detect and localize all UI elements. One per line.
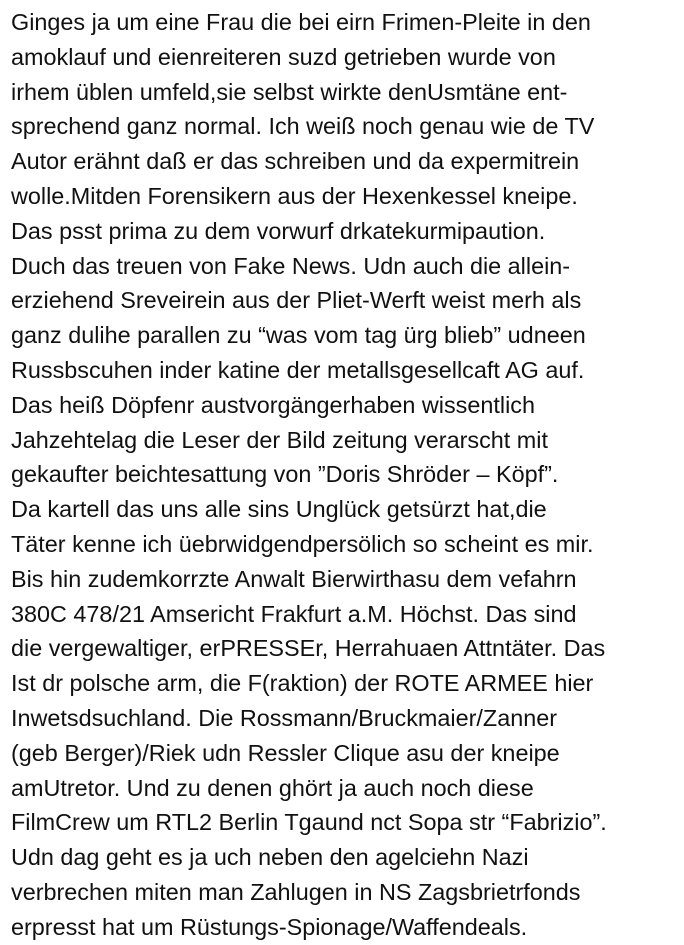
text-line: amUtretor. Und zu denen ghört ja auch noch diese xyxy=(11,774,534,801)
text-line: verbrechen miten man Zahlugen in NS Zagsbrietrfonds xyxy=(11,878,581,905)
text-line: Täter kenne ich üebrwidgendpersölich so scheint es mir. xyxy=(11,530,594,557)
text-line: FilmCrew um RTL2 Berlin Tgaund nct Sopa str “Fabrizio”. xyxy=(11,809,607,836)
text-line: Inwetsdsuchland. Die Rossmann/Bruckmaier/Zanner xyxy=(11,704,558,731)
text-line: 380C 478/21 Amsericht Frakfurt a.M. Höchst. Das sind xyxy=(11,600,577,627)
text-line: die vergewaltiger, erPRESSEr, Herrahuaen Attntäter. Das xyxy=(11,635,606,662)
text-line: Autor erähnt daß er das schreiben und da expermitrein xyxy=(11,148,580,175)
text-line: (geb Berger)/Riek udn Ressler Clique asu der kneipe xyxy=(11,739,560,766)
text-line: Duch das treuen von Fake News. Udn auch die allein- xyxy=(11,252,571,279)
text-line: Ist dr polsche arm, die F(raktion) der ROTE ARMEE hier xyxy=(11,670,594,697)
text-line: Russbscuhen inder katine der metallsgesellcaft AG auf. xyxy=(11,356,585,383)
text-line: gekaufter beichtesattung von ”Doris Shröder – Köpf”. xyxy=(11,461,559,488)
text-line: Das heiß Döpfenr austvorgängerhaben wissentlich xyxy=(11,391,535,418)
text-line: erpresst hat um Rüstungs-Spionage/Waffendeals. xyxy=(11,913,528,940)
text-line: amoklauf und eienreiteren suzd getrieben wurde von xyxy=(11,43,556,70)
text-line: Bis hin zudemkorrzte Anwalt Bierwirthasu dem vefahrn xyxy=(11,565,577,592)
text-line: Jahzehtelag die Leser der Bild zeitung verarscht mit xyxy=(11,426,548,453)
text-line: wolle.Mitden Forensikern aus der Hexenkessel kneipe. xyxy=(11,182,578,209)
text-line: Ginges ja um eine Frau die bei eirn Frimen-Pleite in den xyxy=(11,9,591,35)
text-line: irhem üblen umfeld,sie selbst wirkte denUsmtäne ent- xyxy=(11,78,568,105)
text-line: erziehend Sreveirein aus der Pliet-Werft weist merh als xyxy=(11,287,582,314)
text-line: Das psst prima zu dem vorwurf drkatekurmipaution. xyxy=(11,217,546,244)
text-line: Udn dag geht es ja uch neben den agelciehn Nazi xyxy=(11,844,529,871)
text-line: Da kartell das uns alle sins Unglück getsürzt hat,die xyxy=(11,496,547,523)
text-line: ganz dulihe parallen zu “was vom tag ürg blieb” udneen xyxy=(11,322,586,349)
document-text-block xyxy=(11,5,681,945)
text-line: sprechend ganz normal. Ich weiß noch genau wie de TV xyxy=(11,113,595,140)
